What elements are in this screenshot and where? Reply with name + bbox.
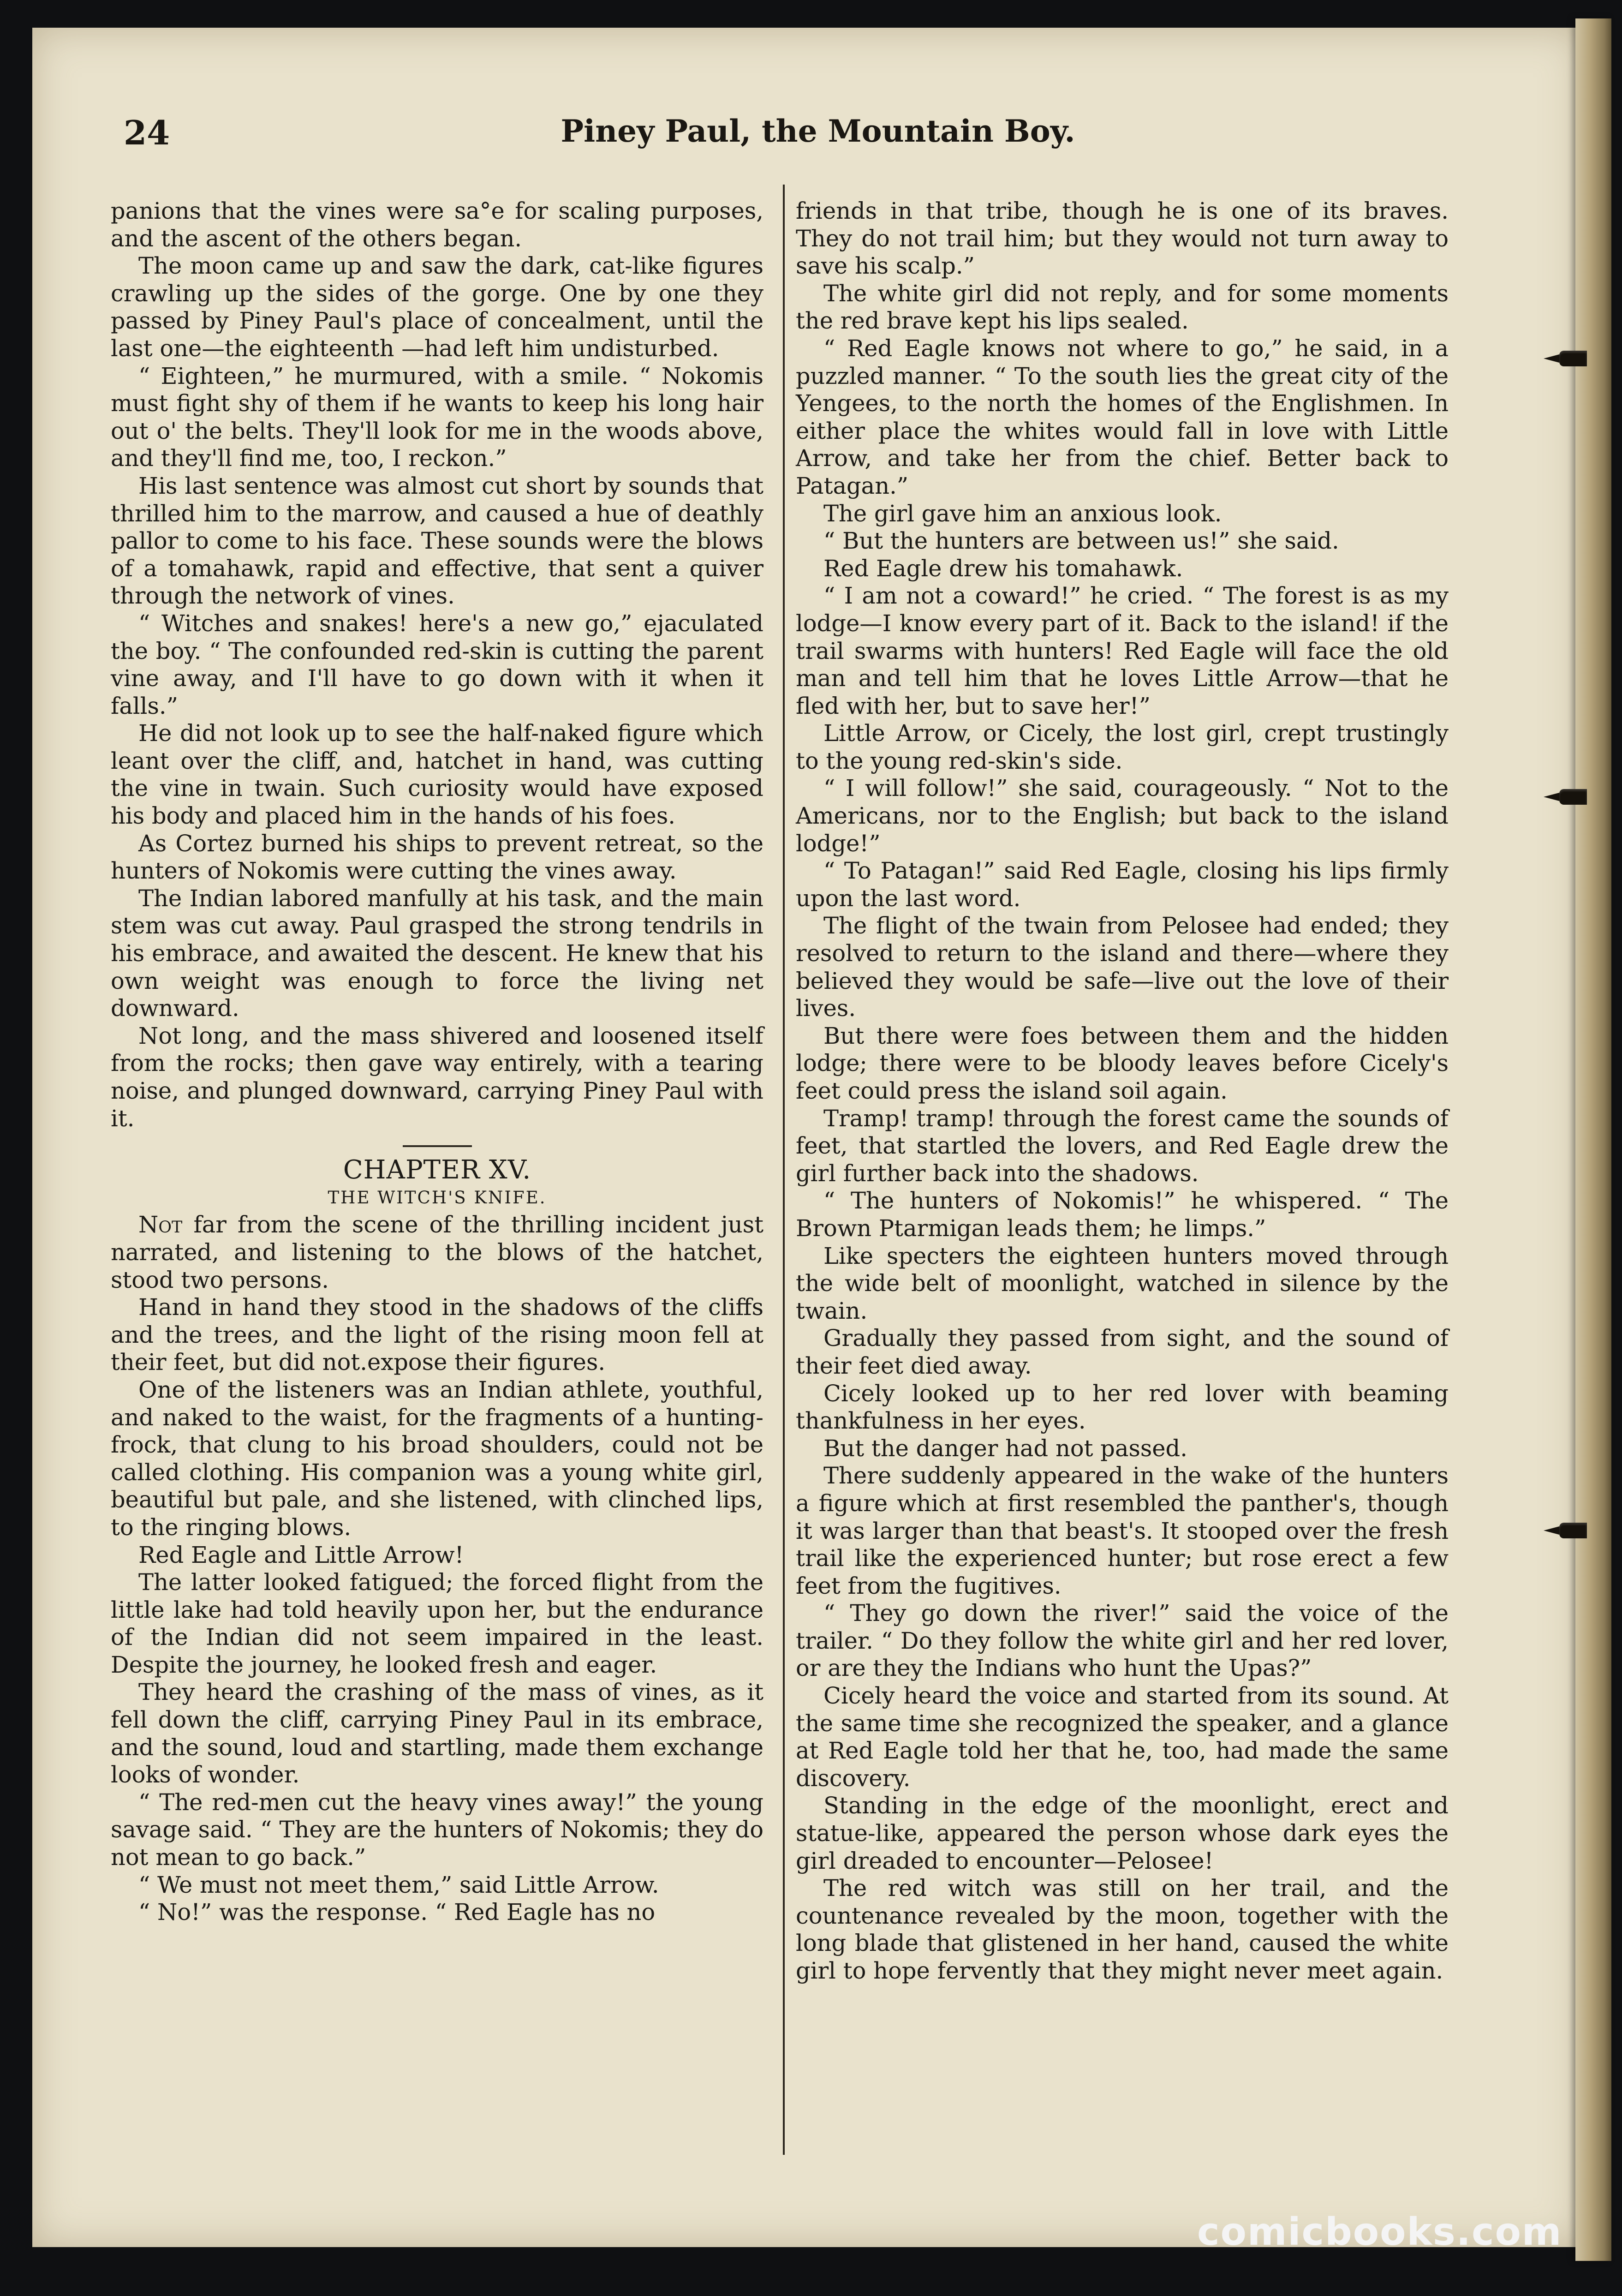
column-divider	[783, 185, 785, 2155]
paragraph: As Cortez burned his ships to prevent retreat, so the hunters of Nokomis were cutting the vines away.	[111, 830, 763, 885]
paragraph: The flight of the twain from Pelosee had ended; they resolved to return to the island and there—where they believed they would be safe—live out the love of their lives.	[796, 912, 1449, 1022]
paragraph: “ The hunters of Nokomis!” he whispered. “ The Brown Ptarmigan leads them; he limps.”	[796, 1187, 1449, 1242]
paragraph: Red Eagle drew his tomahawk.	[823, 555, 1183, 582]
paragraph: “ I will follow!” she said, courageously. “ Not to the Americans, nor to the English; but back to the island lodge!”	[796, 775, 1449, 857]
right-column	[796, 197, 1449, 1985]
paragraph: Standing in the edge of the moonlight, erect and statue-like, appeared the person whose dark eyes the girl dreaded to encounter—Pelosee!	[796, 1792, 1449, 1874]
staple-top	[1559, 351, 1587, 366]
paragraph: Cicely looked up to her red lover with beaming thankfulness in her eyes.	[796, 1380, 1449, 1435]
paragraph: “ We must not meet them,” said Little Arrow.	[138, 1871, 659, 1898]
paragraph: He did not look up to see the half-naked figure which leant over the cliff, and, hatchet in hand, was cutting the vine in twain. Such curiosity would have exposed his body and placed him in the hands of his foes.	[111, 720, 763, 830]
chapter-first-paragraph	[111, 1211, 763, 1294]
chapter-title: CHAPTER XV.	[343, 1155, 531, 1185]
paragraph: Hand in hand they stood in the shadows of the cliffs and the trees, and the light of the rising moon fell at their feet, but did not.expose their figures.	[111, 1294, 763, 1376]
paragraph: His last sentence was almost cut short by sounds that thrilled him to the marrow, and caused a hue of deathly pallor to come to his face. These sounds were the blows of a tomahawk, rapid and effective, that sent a quiver through the network of vines.	[111, 472, 763, 610]
page-number: 24	[124, 113, 170, 152]
paragraph: Like specters the eighteen hunters moved through the wide belt of moonlight, watched in silence by the twain.	[796, 1242, 1449, 1324]
paragraph: Cicely heard the voice and started from its sound. At the same time she recognized the speaker, and a glance at Red Eagle told her that he, too, had made the same discovery.	[796, 1682, 1449, 1792]
paragraph: “ Witches and snakes! here's a new go,” ejaculated the boy. “ The confounded red-skin is cutting the parent vine away, and I'll have to go down with it when it falls.”	[111, 610, 763, 719]
page-header	[124, 113, 1448, 155]
chapter-subtitle: THE WITCH'S KNIFE.	[328, 1187, 547, 1208]
paragraph: Tramp! tramp! through the forest came the sounds of feet, that startled the lovers, and Red Eagle drew the girl further back into the shadows.	[796, 1105, 1449, 1187]
paragraph: Not long, and the mass shivered and loosened itself from the rocks; then gave way entirely, with a tearing noise, and plunged downward, carrying Piney Paul with it.	[111, 1022, 763, 1132]
paragraph: But the danger had not passed.	[823, 1435, 1187, 1462]
paragraph: The girl gave him an anxious look.	[823, 500, 1222, 527]
paragraph: The white girl did not reply, and for some moments the red brave kept his lips sealed.	[796, 280, 1449, 335]
paragraph: “ I am not a coward!” he cried. “ The forest is as my lodge—I know every part of it. Back to the island! if the trail swarms with hunters! Red Eagle will face the old man and tell him that he loves Little Arrow—that he fled with her, but to save her!”	[796, 582, 1449, 719]
paragraph: Little Arrow, or Cicely, the lost girl, crept trustingly to the young red-skin's side.	[796, 720, 1449, 774]
page-title: Piney Paul, the Mountain Boy.	[561, 113, 1075, 149]
paragraph: “ The red-men cut the heavy vines away!” the young savage said. “ They are the hunters of Nokomis; they do not mean to go back.”	[111, 1788, 763, 1871]
site-watermark: comicbooks.com	[1197, 2210, 1562, 2254]
paragraph: The red witch was still on her trail, and the countenance revealed by the moon, together with the long blade that glistened in her hand, caused the white girl to hope fervently that they might never meet again.	[796, 1875, 1449, 1984]
paragraph: panions that the vines were sa°e for scaling purposes, and the ascent of the others began.	[111, 197, 763, 252]
left-column	[111, 197, 763, 1926]
paragraph: The Indian labored manfully at his task, and the main stem was cut away. Paul grasped the strong tendrils in his embrace, and awaited the descent. He knew that his own weight was enough to force the living net downward.	[111, 885, 763, 1022]
paragraph: “ Red Eagle knows not where to go,” he said, in a puzzled manner. “ To the south lies the great city of the Yengees, to the north the homes of the Englishmen. In either place the whites would fall in love with Little Arrow, and take her from the chief. Better back to Patagan.”	[796, 335, 1449, 499]
staple-bottom	[1559, 1523, 1587, 1538]
paragraph: “ To Patagan!” said Red Eagle, closing his lips firmly upon the last word.	[796, 857, 1449, 912]
paragraph: The latter looked fatigued; the forced flight from the little lake had told heavily upon her, but the endurance of the Indian did not seem impaired in the least. Despite the journey, he looked fresh and eager.	[111, 1569, 763, 1678]
paragraph: There suddenly appeared in the wake of the hunters a figure which at first resembled the panther's, though it was larger than that beast's. It stooped over the fresh trail like the experienced hunter; but rose erect a few feet from the fugitives.	[796, 1462, 1449, 1599]
paragraph: friends in that tribe, though he is one of its braves. They do not trail him; but they would not turn away to save his scalp.”	[796, 197, 1449, 280]
chapter-first-paragraph-text: far from the scene of the thrilling incident just narrated, and listening to the blows of the hatchet, stood two persons.	[111, 1211, 763, 1293]
paragraph: “ No!” was the response. “ Red Eagle has no	[138, 1899, 656, 1926]
chapter-first-word: Not	[138, 1211, 183, 1238]
paragraph: They heard the crashing of the mass of vines, as it fell down the cliff, carrying Piney Paul in its embrace, and the sound, loud and startling, made them exchange looks of wonder.	[111, 1679, 763, 1788]
paragraph: “ But the hunters are between us!” she said.	[823, 527, 1339, 555]
paragraph: “ Eighteen,” he murmured, with a smile. “ Nokomis must fight shy of them if he wants to keep his long hair out o' the belts. They'll look for me in the woods above, and they'll find me, too, I reckon.”	[111, 362, 763, 472]
paragraph: Gradually they passed from sight, and the sound of their feet died away.	[796, 1325, 1449, 1379]
paragraph: “ They go down the river!” said the voice of the trailer. “ Do they follow the white girl and her red lover, or are they the Indians who hunt the Upas?”	[796, 1600, 1449, 1682]
staple-middle	[1559, 789, 1587, 805]
paragraph: One of the listeners was an Indian athlete, youthful, and naked to the waist, for the fragments of a hunting-frock, that clung to his broad shoulders, could not be called clothing. His companion was a young white girl, beautiful but pale, and she listened, with clinched lips, to the ringing blows.	[111, 1376, 763, 1541]
chapter-rule	[403, 1145, 472, 1147]
paragraph: The moon came up and saw the dark, cat-like figures crawling up the sides of the gorge. One by one they passed by Piney Paul's place of concealment, until the last one—the eighteenth —had left him undisturbed.	[111, 252, 763, 362]
paragraph: Red Eagle and Little Arrow!	[138, 1541, 464, 1568]
paragraph: But there were foes between them and the hidden lodge; there were to be bloody leaves before Cicely's feet could press the island soil again.	[796, 1022, 1449, 1104]
